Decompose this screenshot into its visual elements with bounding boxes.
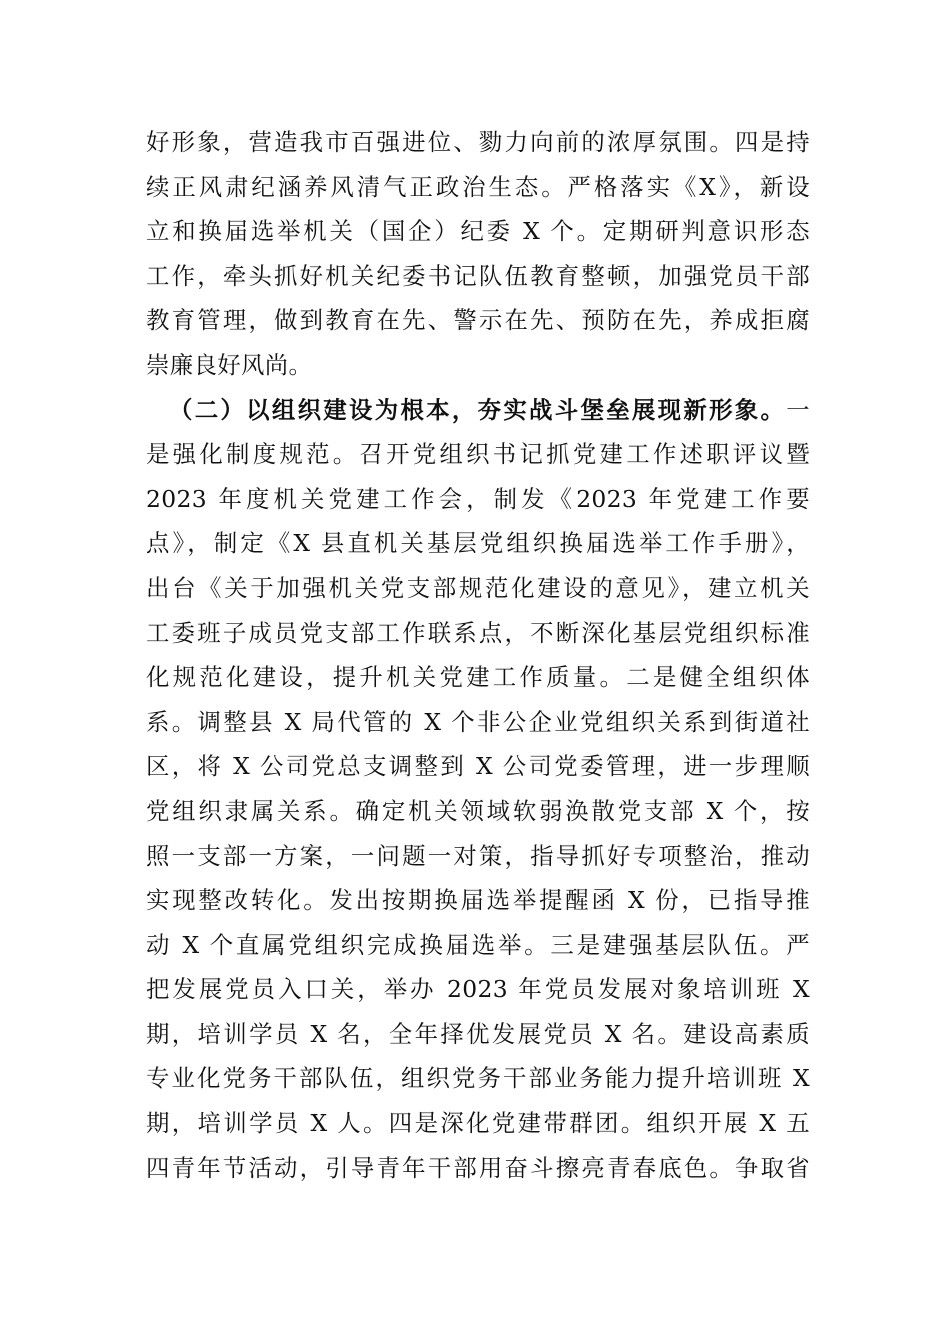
paragraph-2-line: 是强化制度规范。召开党组织书记抓党建工作述职评议暨 (146, 440, 810, 469)
paragraph-2-line: 实现整改转化。发出按期换届选举提醒函 X 份，已指导推 (146, 886, 810, 915)
paragraph-2-line: 工委班子成员党支部工作联系点，不断深化基层党组织标准 (146, 618, 810, 647)
paragraph-2-line: 把发展党员入口关，举办 2023 年党员发展对象培训班 X (146, 975, 810, 1004)
paragraph-1-last-line: 崇廉良好风尚。 (146, 350, 313, 379)
paragraph-1-line: 立和换届选举机关（国企）纪委 X 个。定期研判意识形态 (146, 217, 810, 246)
paragraph-1-line: 工作，牵头抓好机关纪委书记队伍教育整顿，加强党员干部 (146, 261, 810, 290)
section-heading: （二）以组织建设为根本，夯实战斗堡垒展现新形象。 (169, 395, 787, 424)
paragraph-2-line: 期，培训学员 X 人。四是深化党建带群团。组织开展 X 五 (146, 1109, 810, 1138)
paragraph-2-line: 点》，制定《X 县直机关基层党组织换届选举工作手册》， (146, 529, 810, 558)
paragraph-2-line: 期，培训学员 X 名，全年择优发展党员 X 名。建设高素质 (146, 1019, 810, 1048)
paragraph-2-heading-line (146, 388, 810, 433)
paragraph-1-line: 续正风肃纪涵养风清气正政治生态。严格落实《X》，新设 (146, 172, 810, 201)
paragraph-2-line: 系。调整县 X 局代管的 X 个非公企业党组织关系到街道社 (146, 707, 810, 736)
paragraph-2-line: 专业化党务干部队伍，组织党务干部业务能力提升培训班 X (146, 1064, 810, 1093)
paragraph-2-line: 动 X 个直属党组织完成换届选举。三是建强基层队伍。严 (146, 930, 810, 959)
paragraph-2-line: 化规范化建设，提升机关党建工作质量。二是健全组织体 (146, 663, 810, 692)
paragraph-2-line: 出台《关于加强机关党支部规范化建设的意见》，建立机关 (146, 573, 810, 602)
document-body (146, 120, 810, 1190)
paragraph-2-line: 四青年节活动，引导青年干部用奋斗擦亮青春底色。争取省 (146, 1153, 810, 1182)
paragraph-2-line: 党组织隶属关系。确定机关领域软弱涣散党支部 X 个，按 (146, 796, 810, 825)
paragraph-2-line: 区，将 X 公司党总支调整到 X 公司党委管理，进一步理顺 (146, 752, 810, 781)
heading-line-rest: 一 (786, 395, 810, 424)
paragraph-1-line: 好形象，营造我市百强进位、勠力向前的浓厚氛围。四是持 (146, 128, 810, 156)
paragraph-1-line: 教育管理，做到教育在先、警示在先、预防在先，养成拒腐 (146, 306, 810, 335)
paragraph-2-line: 照一支部一方案，一问题一对策，指导抓好专项整治，推动 (146, 841, 810, 870)
paragraph-2-line: 2023 年度机关党建工作会，制发《2023 年党建工作要 (146, 484, 810, 513)
